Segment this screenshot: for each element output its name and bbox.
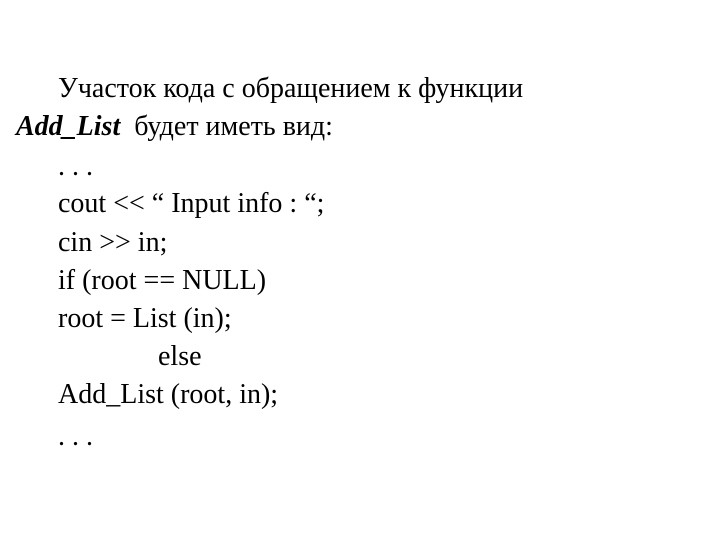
intro-text-line-2 [16, 108, 333, 146]
code-line-if: if (root == NULL) [58, 265, 267, 296]
code-line-cin: cin >> in; [58, 227, 168, 258]
intro-text-line-2-rest: будет иметь вид: [120, 111, 333, 142]
code-line-root-assign: root = List (in); [58, 303, 232, 334]
function-name: Add_List [16, 111, 121, 142]
code-line-cout: cout << “ Input info : “; [58, 188, 325, 219]
code-line-else: else [158, 341, 202, 372]
code-line-add-list-call: Add_List (root, in); [58, 379, 279, 410]
code-ellipsis-start: . . . [58, 151, 93, 182]
code-ellipsis-end: . . . [58, 421, 93, 452]
intro-text-line-1: Участок кода с обращением к функции [58, 73, 524, 104]
